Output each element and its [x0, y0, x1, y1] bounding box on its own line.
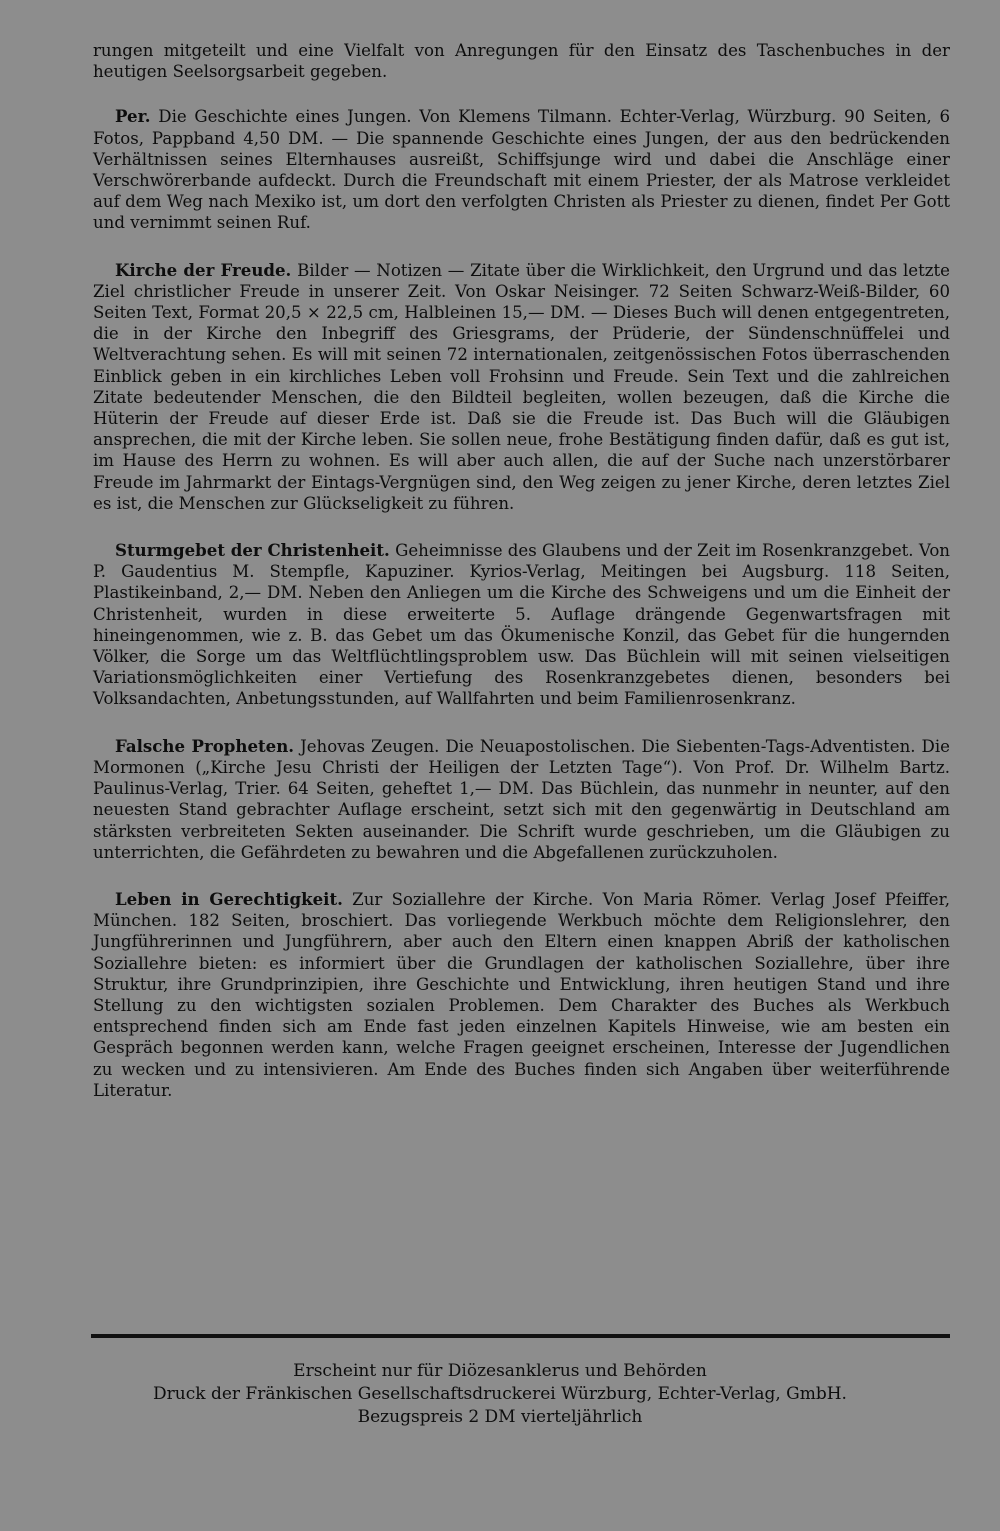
review-falsche-propheten	[93, 736, 950, 863]
review-per	[93, 106, 950, 233]
review-body: Die Geschichte eines Jungen. Von Klemens Tilmann. Echter-Verlag, Würzburg. 90 Seiten, 6 Fotos, Pappband 4,50 DM. — Die spannende Geschichte eines Jungen, der aus den bedrückenden Verhältnissen seines Elternhauses ausreißt, Schiffsjunge wird und dabei die Anschläge einer Verschwörerbande aufdeckt. Durch die Freundschaft mit einem Priester, der als Matrose verkleidet auf dem Weg nach Mexiko ist, um dort den verfolgten Christen als Priester zu dienen, findet Per Gott und vernimmt seinen Ruf.	[93, 107, 951, 233]
colophon-price: Bezugspreis 2 DM vierteljährlich	[357, 1407, 643, 1427]
colophon	[0, 1360, 1000, 1429]
review-body: Zur Soziallehre der Kirche. Von Maria Römer. Verlag Josef Pfeiffer, München. 182 Seiten, broschiert. Das vorliegende Werkbuch möchte dem Religionslehrer, den Jungführerinnen und Jungführern, aber auch den Eltern einen knappen Abriß der katholischen Soziallehre bieten: es informiert über die Grundlagen der katholischen Soziallehre, über ihre Struktur, ihre Grundprinzipien, ihre Geschichte und Entwicklung, ihren heutigen Stand und ihre Stellung zu den wichtigsten sozialen Problemen. Dem Charakter des Buches als Werkbuch entsprechend finden sich am Ende fast jeden einzelnen Kapitels Hinweise, wie am besten ein Gespräch begonnen werden kann, welche Fragen geeignet erscheinen, Interesse der Jugendlichen zu wecken und zu intensivieren. Am Ende des Buches finden sich Angaben über weiterführende Literatur.	[93, 889, 950, 1100]
colophon-printer: Druck der Fränkischen Gesellschaftsdruckerei Würzburg, Echter-Verlag, GmbH.	[153, 1384, 847, 1404]
intro-paragraph: rungen mitgeteilt und eine Vielfalt von Anregungen für den Einsatz des Taschenbuches in der heutigen Seelsorgsarbeit gegeben.	[93, 41, 950, 82]
colophon-distribution: Erscheint nur für Diözesanklerus und Behörden	[293, 1361, 707, 1381]
review-body: Jehovas Zeugen. Die Neuapostolischen. Die Siebenten-Tags-Adventisten. Die Mormonen („Kirche Jesu Christi der Heiligen der Letzten Tage“). Von Prof. Dr. Wilhelm Bartz. Paulinus-Verlag, Trier. 64 Seiten, geheftet 1,— DM. Das Büchlein, das nunmehr in neunter, auf den neuesten Stand gebrachter Auflage erscheint, setzt sich mit den gegenwärtig in Deutschland am stärksten verbreiteten Sekten auseinander. Die Schrift wurde geschrieben, um die Gläubigen zu unterrichten, die Gefährdeten zu bewahren und die Abgefallenen zurückzuholen.	[93, 736, 950, 862]
review-kirche-der-freude	[93, 260, 950, 514]
footer-divider	[91, 1334, 950, 1338]
review-title: Per.	[115, 106, 151, 127]
review-leben-in-gerechtigkeit	[93, 889, 950, 1101]
review-body: Bilder — Notizen — Zitate über die Wirklichkeit, den Urgrund und das letzte Ziel christlicher Freude in unserer Zeit. Von Oskar Neisinger. 72 Seiten Schwarz-Weiß-Bilder, 60 Seiten Text, Format 20,5 × 22,5 cm, Halbleinen 15,— DM. — Dieses Buch will denen entgegentreten, die in der Kirche den Inbegriff des Griesgrams, der Prüderie, der Sündenschnüffelei und Weltverachtung sehen. Es will mit seinen 72 internationalen, zeitgenössischen Fotos überraschenden Einblick geben in ein kirchliches Leben voll Frohsinn und Freude. Sein Text und die zahlreichen Zitate bedeutender Menschen, die den Bildteil begleiten, wollen bezeugen, daß die Kirche die Hüterin der Freude auf dieser Erde ist. Daß sie die Freude ist. Das Buch will die Gläubigen ansprechen, die mit der Kirche leben. Sie sollen neue, frohe Bestätigung finden dafür, daß es gut ist, im Hause des Herrn zu wohnen. Es will aber auch allen, die auf der Suche nach unzerstörbarer Freude im Jahrmarkt der Eintags-Vergnügen sind, den Weg zeigen zu jener Kirche, deren letztes Ziel es ist, die Menschen zur Glückseligkeit zu führen.	[93, 260, 950, 513]
review-sturmgebet	[93, 540, 950, 710]
review-body: Geheimnisse des Glaubens und der Zeit im Rosenkranzgebet. Von P. Gaudentius M. Stempfle, Kapuziner. Kyrios-Verlag, Meitingen bei Augsburg. 118 Seiten, Plastikeinband, 2,— DM. Neben den Anliegen um die Kirche des Schweigens und um die Einheit der Christenheit, wurden in diese erweiterte 5. Auflage drängende Gegenwartsfragen mit hineingenommen, wie z. B. das Gebet um das Ökumenische Konzil, das Gebet für die hungernden Völker, die Sorge um das Weltflüchtlingsproblem usw. Das Büchlein will mit seinen vielseitigen Variationsmöglichkeiten einer Vertiefung des Rosenkranzgebetes dienen, besonders bei Volksandachten, Anbetungsstunden, auf Wallfahrten und beim Familienrosenkranz.	[93, 541, 950, 709]
review-title: Sturmgebet der Christenheit.	[115, 540, 390, 561]
review-title: Falsche Propheten.	[115, 735, 295, 756]
review-title: Kirche der Freude.	[115, 259, 292, 280]
review-title: Leben in Gerechtigkeit.	[115, 888, 343, 909]
